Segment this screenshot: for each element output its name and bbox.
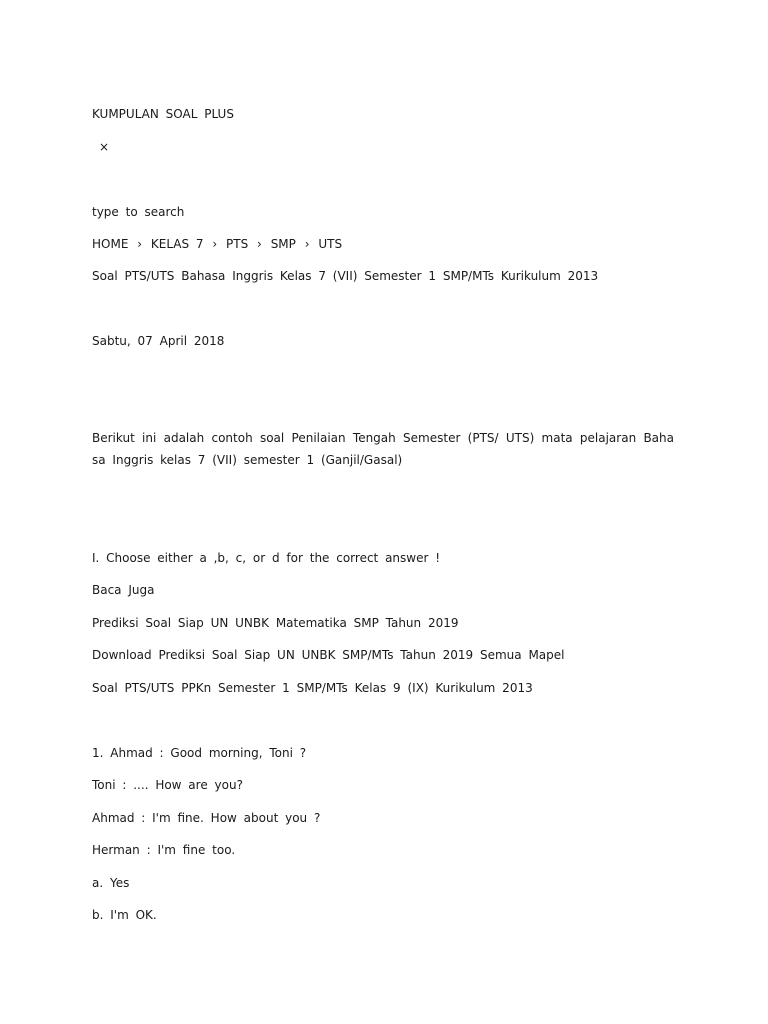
question-line: Toni : .... How are you? [92, 778, 243, 792]
site-title[interactable]: KUMPULAN SOAL PLUS [92, 107, 234, 121]
breadcrumb-separator: › [137, 237, 143, 251]
question-instruction: I. Choose either a ,b, c, or d for the correct answer ! [92, 551, 441, 565]
answer-option-b: b. I'm OK. [92, 908, 157, 922]
related-link-1[interactable]: Prediksi Soal Siap UN UNBK Matematika SMP Tahun 2019 [92, 616, 459, 630]
article-title: Soal PTS/UTS Bahasa Inggris Kelas 7 (VII) Semester 1 SMP/MTs Kurikulum 2013 [92, 269, 599, 283]
breadcrumb [92, 236, 342, 252]
related-link-3[interactable]: Soal PTS/UTS PPKn Semester 1 SMP/MTs Kelas 9 (IX) Kurikulum 2013 [92, 681, 533, 695]
breadcrumb-item-home[interactable]: HOME [92, 237, 129, 251]
question-line: Herman : I'm fine too. [92, 843, 236, 857]
breadcrumb-separator: › [304, 237, 310, 251]
search-input[interactable]: type to search [92, 205, 185, 219]
breadcrumb-item-pts[interactable]: PTS [226, 237, 249, 251]
breadcrumb-item-kelas-7[interactable]: KELAS 7 [150, 237, 204, 251]
article-date: Sabtu, 07 April 2018 [92, 334, 225, 348]
breadcrumb-item-smp[interactable]: SMP [270, 237, 296, 251]
breadcrumb-separator: › [212, 237, 218, 251]
question-line: 1. Ahmad : Good morning, Toni ? [92, 746, 307, 760]
breadcrumb-item-uts[interactable]: UTS [318, 237, 343, 251]
related-link-2[interactable]: Download Prediksi Soal Siap UN UNBK SMP/MTs Tahun 2019 Semua Mapel [92, 648, 565, 662]
article-intro: Berikut ini adalah contoh soal Penilaian Tengah Semester (PTS/ UTS) mata pelajaran Bahasa Inggris kelas 7 (VII) semester 1 (Ganjil/Gasal) [92, 431, 674, 467]
close-icon[interactable]: × [99, 140, 110, 154]
question-line: Ahmad : I'm fine. How about you ? [92, 811, 321, 825]
breadcrumb-separator: › [257, 237, 262, 251]
answer-option-a: a. Yes [92, 876, 130, 890]
baca-juga-label: Baca Juga [92, 583, 155, 597]
